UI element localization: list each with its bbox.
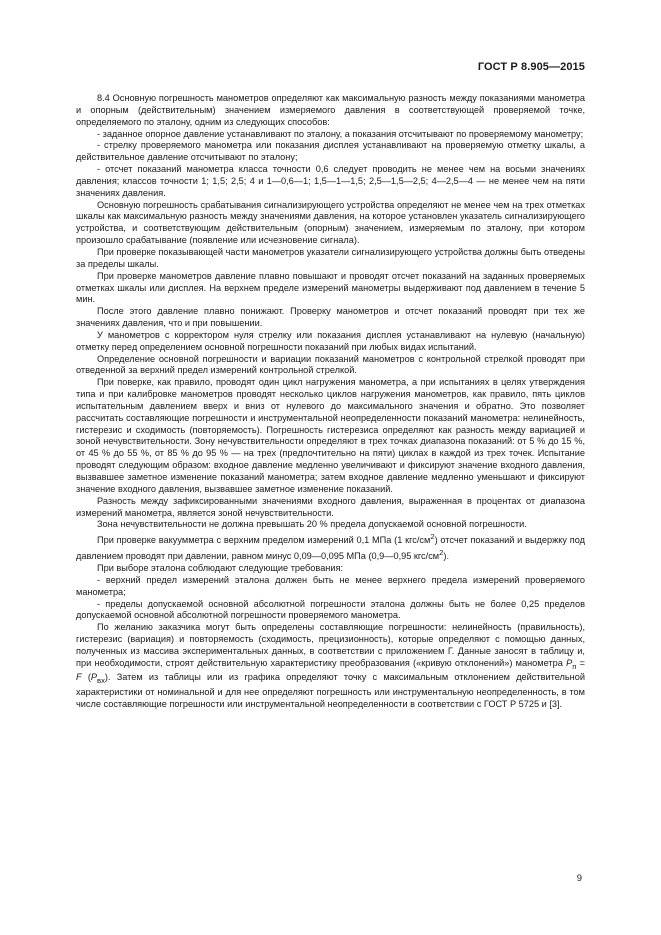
paragraph-signaling-error: Основную погрешность срабатывания сигнализирующего устройства определяют не менее чем на трех отметках шкалы как максимальную разность между значениями давления, на которое установлен указатель сигнализирующего устройства, и соответствующим действительным (опорным) значением, измеряемым по эталону, при котором произошло срабатывание (появление или исчезновение сигнала).: [76, 199, 585, 246]
standard-id-header: ГОСТ Р 8.905—2015: [477, 61, 585, 73]
paragraph-zero-corrector: У манометров с корректором нуля стрелку или показания дисплея устанавливают на нулевую (начальную) отметку перед определением основной погрешности показаний при любых видах испытаний.: [76, 329, 585, 352]
list-item-requirement-1: - верхний предел измерений эталона должен быть не менее верхнего предела измерений проверяемого манометра;: [76, 574, 585, 597]
paragraph-loading-cycles: При поверке, как правило, проводят один цикл нагружения манометра, а при испытаниях в целях утверждения типа и при калибровке манометров проводят несколько циклов нагружения манометров, как правило, пять циклов испытательным давлением вверх и вниз от нулевого до максимального значения и обратно. Это позволяет рассчитать составляющие погрешности и инструментальной неопределенности показаний манометра: нелинейность, гистерезис и сходимость (повторяемость). Погрешность гистерезиса определяют как разность между вариацией и зоной нечувствительности. Зону нечувствительности определяют в трех точках диапазона показаний: от 5 % до 15 %, от 45 % до 55 %, от 85 % до 95 % — на трех (предпочтительно на пяти) циклах в каждой из трех точек. Испытание проводят следующим образом: входное давление медленно увеличивают и фиксируют значение входного давления, вызвавшее заметное изменение показаний манометра; затем входное давление медленно уменьшают и фиксируют значение входного давления, вызвавшее заметное изменение показаний.: [76, 377, 585, 494]
paragraph-control-needle: Определение основной погрешности и вариации показаний манометров с контрольной стрелкой проводят при отведенной за верхний предел измерений контрольной стрелкой.: [76, 353, 585, 376]
paragraph-dead-band-limit: Зона нечувствительности не должна превышать 20 % предела допускаемой основной погрешности.: [97, 519, 527, 530]
paragraph-pressure-increase: При проверке манометров давление плавно повышают и проводят отсчет показаний на заданных проверяемых отметках шкалы или дисплея. На верхнем пределе измерений манометры выдерживают под давлением в течение 5 мин.: [76, 270, 585, 305]
paragraph-pressure-decrease: После этого давление плавно понижают. Проверку манометров и отсчет показаний проводят при тех же значениях давления, что и при повышении.: [76, 306, 585, 329]
list-item-method-3: - отсчет показаний манометра класса точности 0,6 следует проводить не менее чем на восьми значениях давления; классов точности 1; 1,5; 2,5; 4 и 1—0,6—1; 1,5—1—1,5; 2,5—1,5—2,5; 4—2,5—4 — не менее чем на пяти значениях давления.: [76, 164, 585, 198]
paragraph-vacuum-gauge: При проверке вакуумметра с верхним пределом измерений 0,1 МПа (1 кгс/$см^2$) отсчет показаний и выдержку под давлением проводят при давлении, равном минус 0,09—0,095 МПа (0,9—0,95 кгс/$см^2$).: [76, 532, 585, 562]
paragraph-standard-selection: При выборе эталона соблюдают следующие требования:: [97, 563, 344, 574]
list-item-method-1: - заданное опорное давление устанавливают по эталону, а показания отсчитывают по проверяемому манометру;: [97, 128, 584, 139]
list-item-method-2: - стрелку проверяемого манометра или показания дисплея устанавливают на проверяемую отметку шкалы, а действительное давление отсчитывают по эталону;: [76, 140, 585, 163]
document-body: [76, 93, 585, 711]
paragraph-dead-band: Разность между зафиксированными значениями входного давления, выраженная в процентах от диапазона измерений манометра, является зоной нечувствительности.: [76, 495, 585, 518]
list-item-requirement-2: - пределы допускаемой основной абсолютной погрешности эталона должны быть не более 0,25 пределов допускаемой основной абсолютной погрешности проверяемого манометра.: [76, 598, 585, 621]
page-number: 9: [576, 873, 582, 884]
paragraph-indicator-check: При проверке показывающей части манометров указатели сигнализирующего устройства должны быть отведены за пределы шкалы.: [76, 246, 585, 269]
paragraph-8-4: 8.4 Основную погрешность манометров определяют как максимальную разность между показаниями манометра и опорным (действительным) значением измеряемого давления в соответствующей проверяемой точке, определяемого по эталону, одним из следующих способов:: [76, 93, 585, 127]
paragraph-customer-request: По желанию заказчика могут быть определены составляющие погрешности: нелинейность (правильность), гистерезис (вариация) и повторяемость (сходимость, прецизионность), которые определяют с помощью данных, полученных из массива экспериментальных данных, в соответствии с приложением Г. Данные заносят в таблицу и, при необходимости, строят действительную характеристику преобразования («кривую отклонений») манометра $P_п = F$ $(P_{вх})$. Затем из таблицы или из графика определяют точку с максимальным отклонением действительной характеристики от номинальной и для нее определяют погрешность или инструментальную неопределенность, в том числе составляющие погрешности или инструментальной неопределенности в соответствии с ГОСТ Р 5725 и [3].: [76, 622, 585, 709]
